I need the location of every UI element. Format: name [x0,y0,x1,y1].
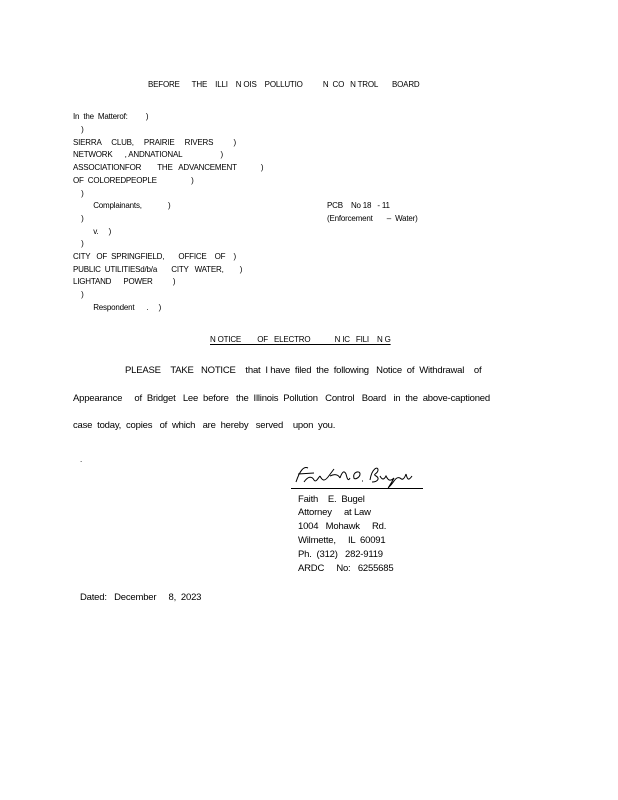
caption-line: ) [73,214,84,223]
case-type: (Enforcement – Water) [327,214,418,223]
notice-body-line-1: PLEASE TAKE NOTICE that I have filed the following Notice of Withdrawal of [125,365,482,376]
handwritten-signature [290,460,420,490]
caption-line: v. ) [73,227,112,236]
attorney-ardc: ARDC No: 6255685 [298,563,394,574]
stray-mark: . [80,455,83,464]
matter-line: In the Matterof: ) [73,112,149,121]
attorney-name: Faith E. Bugel [298,494,365,505]
notice-body-line-2: Appearance of Bridget Lee before the Illinois Pollution Control Board in the above-captioned [73,393,490,404]
caption-line: OF COLOREDPEOPLE ) [73,176,194,185]
caption-line: ) [73,290,84,299]
caption-line: ) [73,189,84,198]
caption-line: ) [73,239,84,248]
attorney-title: Attorney at Law [298,507,371,518]
caption-line: ) [73,125,84,134]
attorney-street: 1004 Mohawk Rd. [298,521,387,532]
caption-line: Respondent . ) [73,303,162,312]
case-number: PCB No 18 - 11 [327,201,390,210]
caption-line: PUBLIC UTILITIESd/b/a CITY WATER, ) [73,265,243,274]
caption-line: NETWORK , ANDNATIONAL ) [73,150,223,159]
signature-line [291,488,423,489]
notice-body-line-3: case today, copies of which are hereby served upon you. [73,420,336,431]
caption-line: ASSOCIATIONFOR THE ADVANCEMENT ) [73,163,264,172]
caption-line: Complainants, ) [73,201,171,210]
caption-line: LIGHTAND POWER ) [73,277,176,286]
attorney-city: Wilmette, IL 60091 [298,535,386,546]
caption-line: CITY OF SPRINGFIELD, OFFICE OF ) [73,252,236,261]
dated-line: Dated: December 8, 2023 [80,592,202,603]
caption-line: SIERRA CLUB, PRAIRIE RIVERS ) [73,138,236,147]
board-title: BEFORE THE ILLI N OIS POLLUTIO N CO N TROL BOARD [148,80,420,89]
notice-title: N OTICE OF ELECTRO N IC FILI N G [210,335,391,344]
attorney-phone: Ph. (312) 282-9119 [298,549,383,560]
